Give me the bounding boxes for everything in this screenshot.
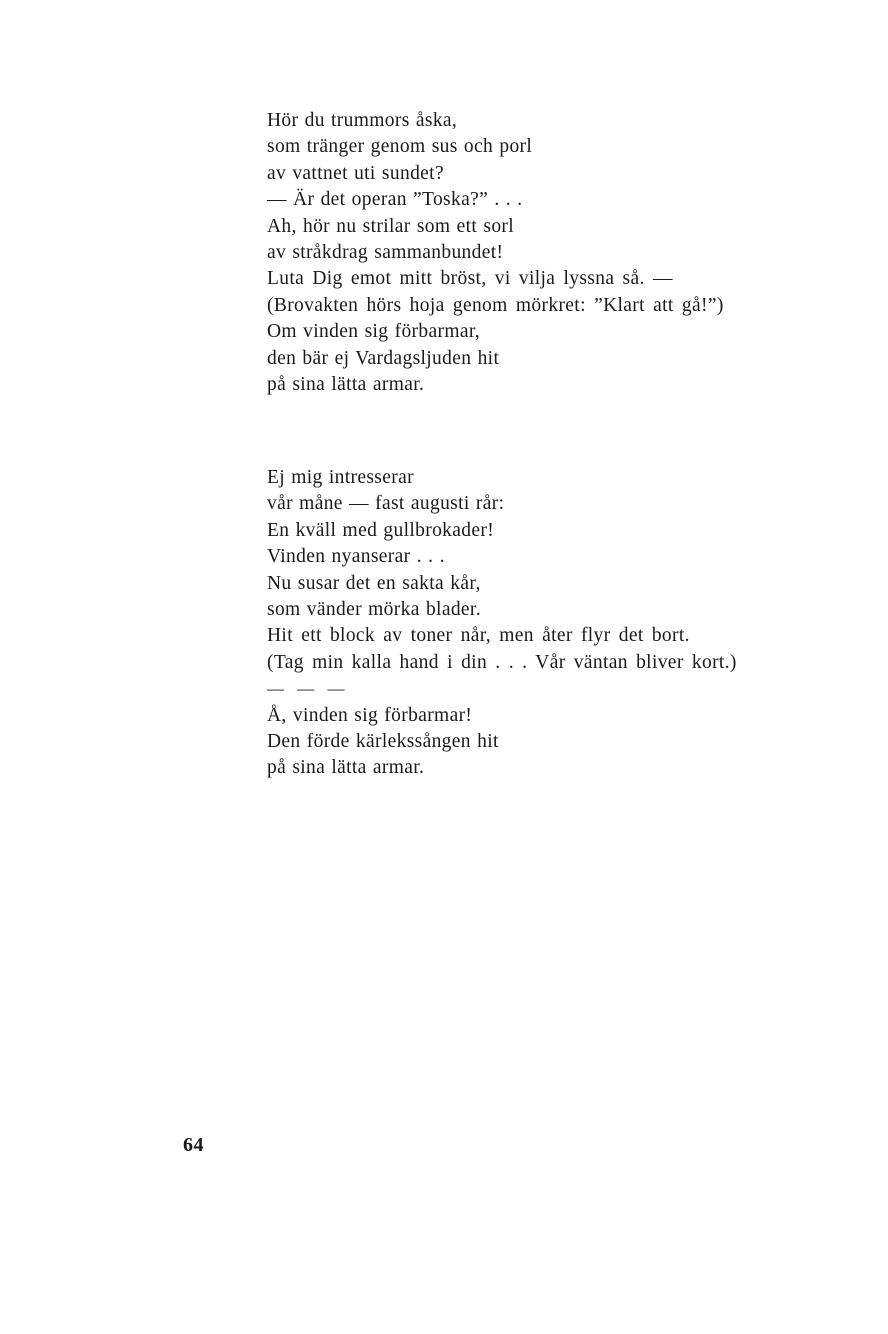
poem-line: Den förde kärlekssången hit	[267, 730, 499, 752]
poem-line: Hör du trummors åska,	[267, 110, 458, 131]
section-dashes: — — —	[267, 679, 349, 699]
poem-line: vår måne — fast augusti rår:	[267, 493, 505, 515]
poem-line: (Brovakten hörs hoja genom mörkret: ”Klart att gå!”)	[267, 294, 724, 316]
poem-line: av vattnet uti sundet?	[267, 162, 444, 184]
poem-line: Nu susar det en sakta kår,	[267, 572, 481, 594]
poem-line: på sina lätta armar.	[267, 757, 425, 779]
poem-line: den bär ej Vardagsljuden hit	[267, 347, 500, 369]
poem-line: — Är det operan ”Toska?” . . .	[267, 189, 523, 211]
page-number: 64	[183, 1134, 204, 1156]
poem-line: Ah, hör nu strilar som ett sorl	[267, 215, 515, 237]
poem-line: Vinden nyanserar . . .	[267, 546, 445, 568]
poem-line: (Tag min kalla hand i din . . . Vår väntan bliver kort.)	[267, 651, 737, 673]
poem-line: Å, vinden sig förbarmar!	[267, 704, 473, 726]
poem-line: En kväll med gullbrokader!	[267, 519, 495, 541]
poem-line: Hit ett block av toner når, men åter flyr det bort.	[267, 625, 690, 647]
poem-line: på sina lätta armar.	[267, 373, 425, 395]
poem-line: som tränger genom sus och porl	[267, 136, 533, 158]
poem-line: av stråkdrag sammanbundet!	[267, 241, 504, 263]
stanza-1	[267, 108, 724, 398]
poem-line: Ej mig intresserar	[267, 467, 414, 488]
poem-line: som vänder mörka blader.	[267, 598, 481, 620]
poem-line: Om vinden sig förbarmar,	[267, 321, 481, 343]
poem-line: Luta Dig emot mitt bröst, vi vilja lyssna så. —	[267, 268, 673, 290]
stanza-2	[267, 465, 737, 782]
